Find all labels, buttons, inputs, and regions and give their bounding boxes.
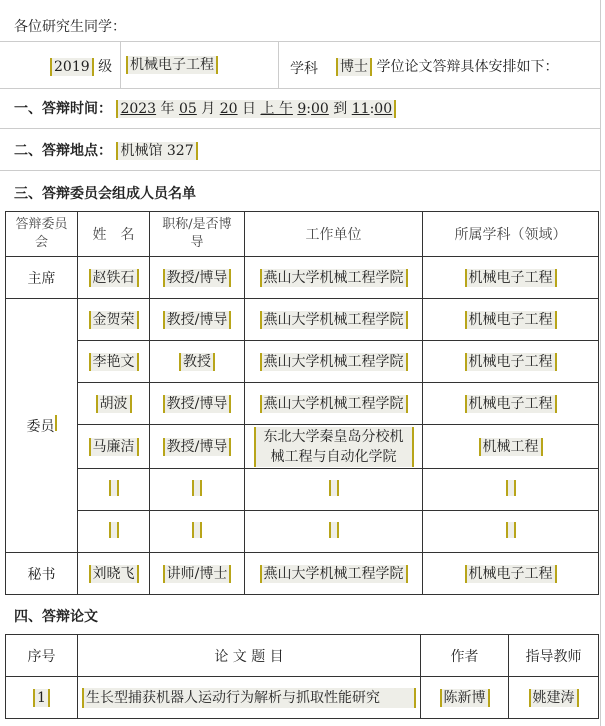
empty-field[interactable] (109, 480, 119, 496)
rule (600, 0, 601, 726)
role-chair: 主席 (6, 257, 78, 299)
subject-label: 学科 (290, 61, 318, 77)
table-row (6, 553, 599, 595)
thesis-heading: 四、答辩论文 (14, 609, 98, 625)
place-field[interactable]: 机械馆 327 (116, 142, 197, 160)
time-year: 2023 (120, 101, 157, 117)
time-colon-2: : (369, 101, 375, 117)
committee-table (5, 211, 599, 595)
time-day-unit: 日 (242, 101, 257, 117)
major-field[interactable] (126, 56, 218, 74)
member-field[interactable]: 机械电子工程 (465, 565, 557, 583)
empty-field[interactable] (329, 522, 339, 538)
greeting: 各位研究生同学： (14, 19, 126, 35)
header-name: 姓 名 (78, 212, 150, 257)
member-unit[interactable]: 东北大学秦皇岛分校机械工程与自动化学院 (254, 427, 414, 467)
degree-field[interactable]: 博士 (336, 58, 372, 76)
header-advisor: 指导教师 (509, 635, 599, 677)
header-author: 作者 (421, 635, 509, 677)
member-name[interactable]: 李艳文 (89, 353, 139, 371)
header-role: 答辩委员会 (6, 212, 78, 257)
table-row (6, 383, 599, 425)
member-name[interactable]: 刘晓飞 (89, 565, 139, 583)
member-title[interactable]: 教授/博导 (163, 311, 232, 329)
time-start-hour: 9 (297, 101, 307, 117)
table-row (6, 511, 599, 553)
cursor-mark (55, 415, 57, 431)
member-title[interactable]: 讲师/博士 (163, 565, 232, 583)
header-field: 所属学科（领域） (423, 212, 599, 257)
table-row (6, 677, 599, 719)
table-row (6, 469, 599, 511)
member-field[interactable]: 机械电子工程 (465, 395, 557, 413)
member-title[interactable]: 教授 (179, 353, 215, 371)
committee-heading: 三、答辩委员会组成人员名单 (14, 186, 196, 202)
member-field[interactable]: 机械电子工程 (465, 269, 557, 287)
time-colon-1: : (306, 101, 312, 117)
time-month-unit: 月 (201, 101, 216, 117)
header-unit: 工作单位 (245, 212, 423, 257)
member-unit[interactable]: 燕山大学机械工程学院 (260, 311, 408, 329)
intro-line (50, 56, 112, 76)
member-unit[interactable]: 燕山大学机械工程学院 (260, 395, 408, 413)
role-member: 委员 (26, 419, 55, 435)
year-field[interactable]: 2019 (50, 58, 94, 76)
empty-field[interactable] (506, 480, 516, 496)
rule (120, 41, 121, 88)
time-ampm: 上 午 (260, 101, 293, 117)
table-row (6, 425, 599, 469)
place-label: 二、答辩地点： (14, 143, 112, 159)
time-year-unit: 年 (160, 101, 175, 117)
time-end-hour: 11 (351, 101, 370, 117)
table-row (6, 341, 599, 383)
member-name[interactable]: 金贺荣 (89, 311, 139, 329)
rule (0, 41, 600, 42)
member-field[interactable]: 机械电子工程 (465, 353, 557, 371)
role-member-cell (6, 299, 78, 553)
member-title[interactable]: 教授/博导 (163, 269, 232, 287)
header-title: 职称/是否博导 (150, 212, 245, 257)
time-to: 到 (333, 101, 348, 117)
major-value[interactable]: 机械电子工程 (126, 56, 218, 74)
table-row (6, 299, 599, 341)
member-field[interactable]: 机械工程 (479, 438, 543, 456)
member-name[interactable]: 赵铁石 (89, 269, 139, 287)
time-start-min: 00 (311, 101, 329, 117)
member-unit[interactable]: 燕山大学机械工程学院 (260, 565, 408, 583)
member-name[interactable]: 胡波 (96, 395, 132, 413)
time-field[interactable] (116, 100, 396, 118)
thesis-author[interactable]: 陈新博 (440, 689, 490, 707)
header-no: 序号 (6, 635, 78, 677)
time-day: 20 (219, 101, 238, 117)
time-end-min: 00 (374, 101, 393, 117)
rule (0, 128, 600, 129)
member-field[interactable]: 机械电子工程 (465, 311, 557, 329)
member-name[interactable]: 马廉洁 (89, 438, 139, 456)
rule (0, 88, 600, 89)
place-line (14, 140, 198, 160)
member-unit[interactable]: 燕山大学机械工程学院 (260, 269, 408, 287)
empty-field[interactable] (192, 522, 202, 538)
thesis-advisor[interactable]: 姚建涛 (529, 689, 579, 707)
grade-suffix: 级 (98, 59, 113, 75)
role-secretary: 秘书 (6, 553, 78, 595)
member-unit[interactable]: 燕山大学机械工程学院 (260, 353, 408, 371)
empty-field[interactable] (109, 522, 119, 538)
time-line (14, 98, 396, 118)
thesis-table (5, 634, 599, 719)
thesis-no[interactable]: 1 (33, 689, 50, 707)
rule (0, 170, 600, 171)
thesis-title[interactable]: 生长型捕获机器人运动行为解析与抓取性能研究 (82, 688, 416, 708)
empty-field[interactable] (329, 480, 339, 496)
time-month: 05 (179, 101, 197, 117)
member-title[interactable]: 教授/博导 (163, 438, 232, 456)
rule (278, 41, 279, 88)
table-row (6, 257, 599, 299)
degree-line (336, 56, 558, 76)
empty-field[interactable] (192, 480, 202, 496)
intro-suffix: 学位论文答辩具体安排如下： (376, 59, 559, 75)
member-title[interactable]: 教授/博导 (163, 395, 232, 413)
empty-field[interactable] (506, 522, 516, 538)
time-label: 一、答辩时间： (14, 101, 112, 117)
header-thesis-title: 论 文 题 目 (78, 635, 421, 677)
